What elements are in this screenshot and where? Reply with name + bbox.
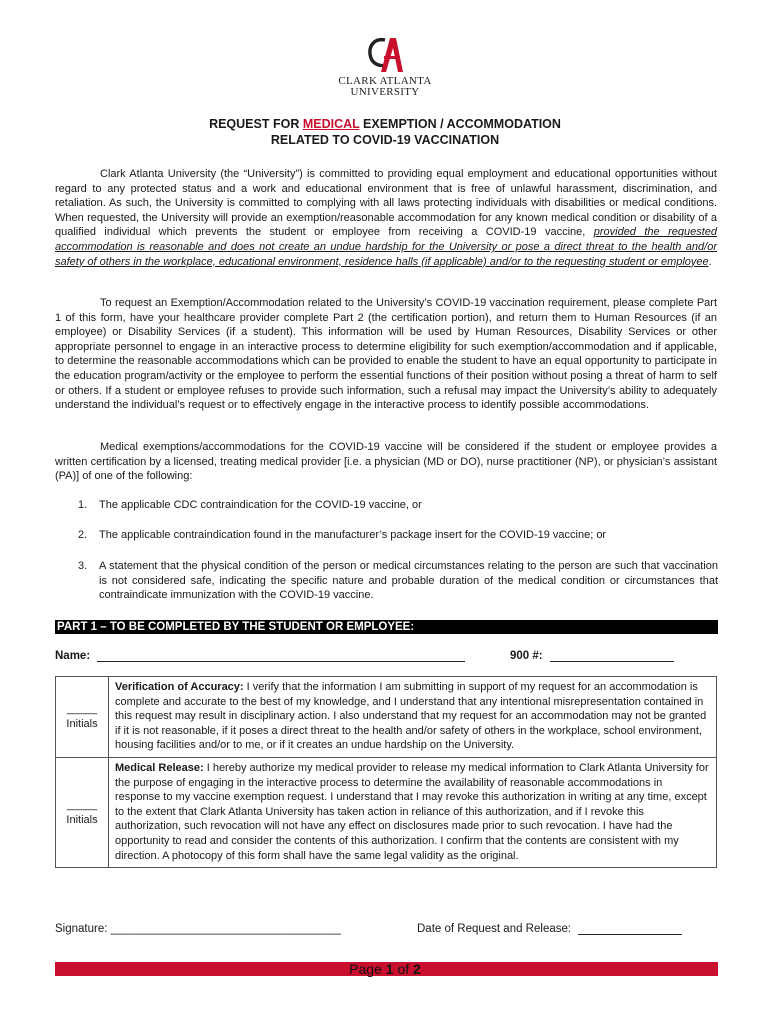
- list-number: 3.: [78, 560, 88, 572]
- initials-label: Initials: [66, 717, 98, 730]
- id-field-row: [510, 650, 674, 662]
- intro-end: .: [708, 255, 712, 268]
- verification-heading: Verification of Accuracy:: [115, 681, 244, 693]
- list-text: A statement that the physical condition of the person or medical circumstances relating to the person are such that vaccination is not considered safe, indicating the specific nature and probable duration of the medical condition or circumstances that contraindicate immunization with the COVID-19 vaccine.: [99, 560, 718, 602]
- name-label: Name:: [55, 650, 91, 662]
- title-line2: RELATED TO COVID-19 VACCINATION: [270, 133, 500, 147]
- initials-blank: _____: [66, 703, 98, 716]
- table-row: [56, 677, 717, 758]
- date-row: [417, 923, 682, 935]
- medical-release-statement: [109, 757, 717, 867]
- name-field[interactable]: [97, 650, 465, 662]
- acknowledgement-table: [55, 676, 717, 868]
- initials-label: Initials: [66, 813, 98, 826]
- initials-cell[interactable]: [56, 757, 109, 867]
- date-label: Date of Request and Release:: [417, 923, 572, 935]
- page-total: 2: [413, 961, 421, 977]
- signature-row: [55, 923, 341, 935]
- intro-text: Clark Atlanta University (the “University”) is committed to providing equal employment and educational opportunities without regard to any protected status and a work and educational environment that is free of unlawful harassment, discrimination, and retaliation. As such, the University is committed to complying with all laws protecting individuals with disabilities or medical conditions. When requested, the University will provide an exemption/reasonable accommodation for any known medical condition or disability of a qualified individual which prevents the student or employee from receiving a COVID-19 vaccine,: [55, 168, 717, 239]
- medical-release-text: I hereby authorize my medical provider to release my medical information to Clark Atlanta University for the purpose of engaging in the interactive process to determine the availability of reasonable accommodations in response to my vaccine exemption request. I understand that I may revoke this authorization in writing at any time, except to the extent that Clark Atlanta University has taken action in reliance of this authorization, and if I revoke this authorization, such revocation will not have any effect on disclosures made prior to such revocation. I have had the opportunity to read and consider the contents of this authorization. I confirm that the contents are consistent with my direction. A photocopy of this form shall have the same legal validity as the original.: [115, 761, 709, 862]
- page-prefix: Page: [349, 961, 386, 977]
- table-row: [56, 757, 717, 867]
- page-indicator: [0, 961, 770, 977]
- page-of: of: [393, 961, 414, 977]
- page-current: 1: [385, 961, 394, 977]
- verification-text: I verify that the information I am submitting in support of my request for an accommodation is complete and accurate to the best of my knowledge, and I understand that any intentional misrepresentation contained in this request may result in disciplinary action. I also understand that my request for an accommodation may not be granted if it is not reasonable, if it poses a direct threat to the health and/or safety of others in the workplace, school environment, housing facilities and/or to me, or if it creates an undue hardship on the University.: [115, 681, 707, 752]
- intro-paragraph: [55, 167, 717, 269]
- list-number: 1.: [78, 499, 88, 511]
- logo-line2: UNIVERSITY: [350, 86, 420, 98]
- intro-emphasis: provided the requested accommodation is reasonable and does not create an undue hardship for the University or pose a direct threat to the health and/or safety of others in the workplace, educational environment, residence halls (if applicable) and/or to the requesting student or employee: [55, 226, 717, 268]
- logo-line1: CLARK ATLANTA: [338, 75, 432, 87]
- medical-release-heading: Medical Release:: [115, 761, 204, 774]
- name-field-row: [55, 650, 465, 662]
- criteria-paragraph: Medical exemptions/accommodations for the COVID-19 vaccine will be considered if the student or employee provides a written certification by a licensed, treating medical provider [i.e. a physician (MD or DO), nurse practitioner (NP), or physician’s assistant (PA)] of one of the following:: [55, 441, 717, 483]
- initials-blank: _____: [66, 798, 98, 811]
- signature-field[interactable]: ____________________________________: [110, 923, 341, 935]
- id-label: 900 #:: [510, 650, 543, 662]
- list-number: 2.: [78, 529, 88, 541]
- verification-statement: [109, 677, 717, 758]
- cau-logo-icon: [363, 34, 407, 76]
- date-field[interactable]: [578, 923, 682, 935]
- part1-heading: PART 1 – TO BE COMPLETED BY THE STUDENT OR EMPLOYEE:: [55, 620, 718, 634]
- initials-cell[interactable]: [56, 677, 109, 758]
- university-logo: [0, 34, 770, 98]
- title-prefix: REQUEST FOR: [209, 117, 303, 131]
- page-title: [0, 116, 770, 148]
- title-suffix: EXEMPTION / ACCOMMODATION: [359, 117, 561, 131]
- list-text: The applicable CDC contraindication for the COVID-19 vaccine, or: [99, 499, 422, 511]
- request-paragraph: To request an Exemption/Accommodation related to the University’s COVID-19 vaccination requirement, please complete Part 1 of this form, have your healthcare provider complete Part 2 (the certification portion), and return them to Human Resources (if an employee) or Disability Services (if a student). This information will be used by Human Resources, Disability Services or other appropriate personnel to engage in an interactive process to determine eligibility for such exemption/accommodation and if applicable, to determine the reasonable accommodations which can be provided to enable the student to have an equal opportunity to participate in the education program/activity or the employee to perform the essential functions of their position without posing a threat of harm to self or others. If a student or employee refuses to provide such information, such a refusal may impact the University’s ability to adequately understand the individual’s request or to effectively engage in the interactive process to identify possible accommodations.: [55, 297, 717, 412]
- list-text: The applicable contraindication found in the manufacturer’s package insert for the COVID-19 vaccine; or: [99, 529, 607, 541]
- signature-label: Signature:: [55, 923, 108, 935]
- title-medical-highlight: MEDICAL: [302, 117, 360, 131]
- id-field[interactable]: [550, 650, 674, 662]
